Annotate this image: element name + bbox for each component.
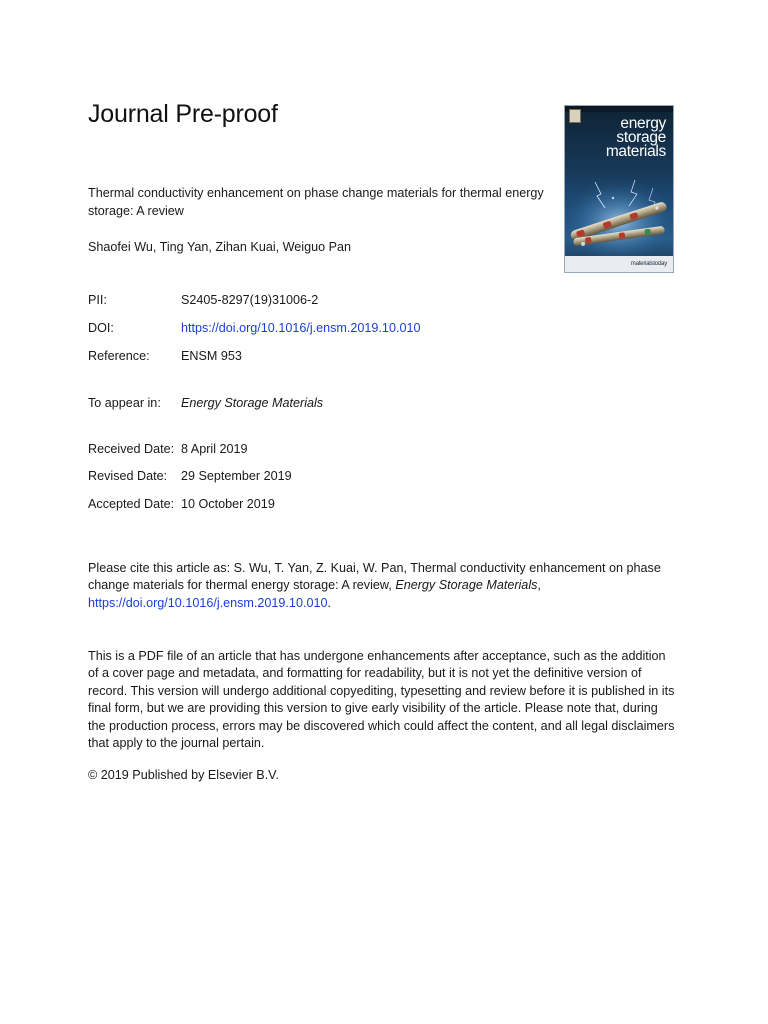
doi-link[interactable]: https://doi.org/10.1016/j.ensm.2019.10.010: [181, 321, 421, 335]
revised-value: 29 September 2019: [181, 469, 292, 483]
accepted-label: Accepted Date:: [88, 497, 175, 511]
cover-top-strip: [565, 106, 673, 112]
cover-title-line-1: energy: [620, 115, 666, 132]
reference-label: Reference:: [88, 349, 150, 363]
cover-artwork: [565, 178, 673, 258]
meta-accepted-row: [88, 497, 275, 511]
revised-label: Revised Date:: [88, 469, 168, 483]
meta-reference-row: [88, 349, 242, 363]
doi-label: DOI:: [88, 321, 114, 335]
cover-brand: materialstoday: [630, 261, 667, 267]
article-authors: Shaofei Wu, Ting Yan, Zihan Kuai, Weiguo Pan: [88, 240, 352, 254]
received-value: 8 April 2019: [181, 442, 248, 456]
appear-value: Energy Storage Materials: [181, 396, 324, 410]
meta-pii-row: [88, 293, 318, 307]
citation-paragraph: [88, 560, 678, 612]
elsevier-logo-icon: [569, 109, 581, 123]
meta-appear-row: [88, 396, 323, 410]
cover-title: [606, 117, 666, 159]
reference-value: ENSM 953: [181, 349, 242, 363]
citation-doi-link[interactable]: https://doi.org/10.1016/j.ensm.2019.10.010: [88, 595, 328, 610]
page-title: Journal Pre-proof: [88, 100, 278, 128]
meta-doi-row: [88, 321, 420, 335]
article-title: Thermal conductivity enhancement on phase change materials for thermal energy storage: A review: [88, 186, 544, 218]
citation-text: Please cite this article as: S. Wu, T. Yan, Z. Kuai, W. Pan, Thermal conductivity enhancement on phase change materials for thermal energy storage: A review,: [88, 561, 661, 593]
citation-separator: ,: [537, 578, 541, 593]
citation-suffix: .: [327, 595, 331, 610]
meta-revised-row: [88, 469, 292, 483]
pii-value: S2405-8297(19)31006-2: [181, 293, 319, 307]
appear-label: To appear in:: [88, 396, 161, 410]
received-label: Received Date:: [88, 442, 175, 456]
journal-cover-image: [564, 105, 674, 273]
cover-title-line-3: materials: [605, 143, 666, 160]
cover-title-line-2: storage: [616, 129, 666, 146]
pii-label: PII:: [88, 293, 107, 307]
notice-paragraph: This is a PDF file of an article that has undergone enhancements after acceptance, such as the addition of a cover page and metadata, and formatting for readability, but it is not yet the definitive version of record. This version will undergo additional copyediting, typesetting and review before it is published in its final form, but we are providing this version to give early visibility of the article. Please note that, during the production process, errors may be discovered which could affect the content, and all legal disclaimers that apply to the journal pertain.: [88, 649, 675, 751]
meta-received-row: [88, 442, 248, 456]
citation-journal: Energy Storage Materials: [395, 578, 538, 593]
copyright-line: © 2019 Published by Elsevier B.V.: [88, 768, 279, 782]
accepted-value: 10 October 2019: [181, 497, 275, 511]
